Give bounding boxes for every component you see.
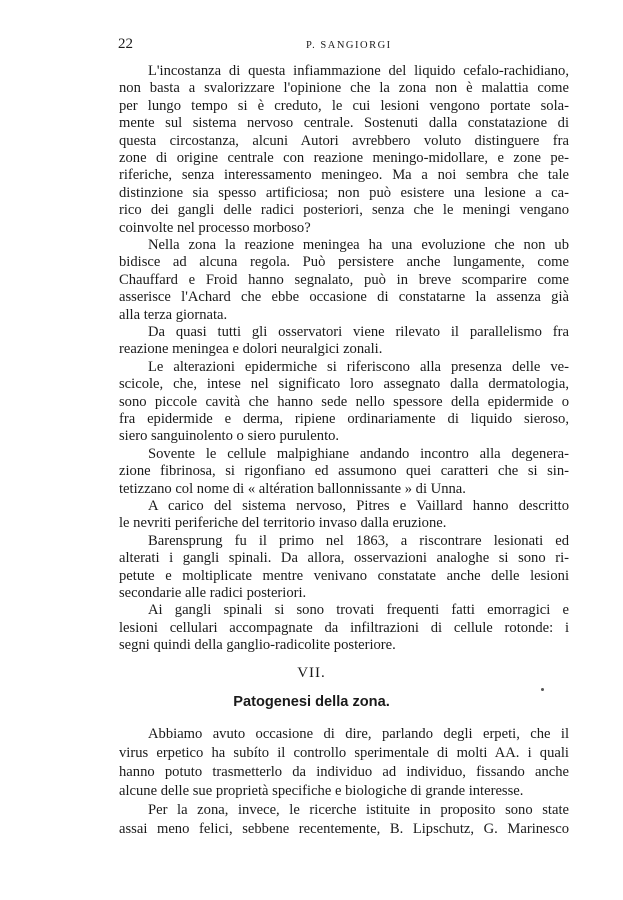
text-line: bidisce ad alcuna regola. Può persistere anche lungamente, come xyxy=(119,254,569,271)
text-line: reazione meningea e dolori neuralgici zonali. xyxy=(119,341,383,358)
text-line: hanno potuto trasmetterlo da individuo ad individuo, fissando anche xyxy=(119,764,569,780)
text-line: Ai gangli spinali si sono trovati frequenti fatti emorragici e xyxy=(148,602,569,619)
text-line: Nella zona la reazione meningea ha una evoluzione che non ub xyxy=(148,237,569,253)
text-line: alcune delle sue proprietà specifiche e biologiche di grande interesse. xyxy=(119,783,524,799)
text-line: le nevriti periferiche del territorio invaso dalla eruzione. xyxy=(119,515,447,532)
text-line: riferiche, senza interessamento meningeo. Ma a noi sembra che tale xyxy=(119,167,569,184)
text-line: Le alterazioni epidermiche si riferiscono alla presenza delle ve- xyxy=(148,358,569,375)
text-line: mente sul sistema nervoso centrale. Sostenuti dalla constatazione di xyxy=(119,115,569,132)
text-line: zone di origine centrale con reazione meningo-midollare, e zone pe- xyxy=(119,150,569,166)
page-number: 22 xyxy=(118,36,133,52)
text-line: distinzione sia spesso artificiosa; non può esistere una lesione a ca- xyxy=(119,184,569,201)
text-line: lesioni cellulari accompagnate da infiltrazioni di cellule rotonde: i xyxy=(119,619,569,636)
text-line: A carico del sistema nervoso, Pitres e Vaillard hanno descritto xyxy=(148,498,569,514)
text-line: zione fibrinosa, si rigonfiano ed assumono quei caratteri che si sin- xyxy=(119,463,569,480)
text-line: rico dei gangli delle radici posteriori, senza che le meningi vengano xyxy=(119,202,569,219)
text-line: Chauffard e Froid hanno segnalato, può in breve scomparire come xyxy=(119,271,569,288)
text-line: coinvolte nel processo morboso? xyxy=(119,219,311,236)
text-line: virus erpetico ha subíto il controllo sperimentale di molti AA. i quali xyxy=(119,745,569,761)
text-line: Abbiamo avuto occasione di dire, parlando degli erpeti, che il xyxy=(148,726,569,742)
text-line: Da quasi tutti gli osservatori viene rilevato il parallelismo fra xyxy=(148,324,569,340)
text-line: Per la zona, invece, le ricerche istituite in proposito sono state xyxy=(148,802,569,818)
print-speck xyxy=(541,688,544,691)
text-line: fra epidermide e derma, ripiene ordinariamente di liquido sieroso, xyxy=(119,411,569,427)
text-line: questa circostanza, alcuni Autori avrebbero voluto distinguere fra xyxy=(119,132,569,149)
text-line: Barensprung fu il primo nel 1863, a riscontrare lesionati ed xyxy=(148,532,569,549)
text-line: segni quindi della ganglio-radicolite posteriore. xyxy=(119,637,396,654)
section-title: Patogenesi della zona. xyxy=(233,694,390,710)
section-number: VII. xyxy=(297,665,326,681)
text-line: sono piccole cavità che hanno sede nello spessore della epidermide o xyxy=(119,393,569,410)
text-line: siero sanguinolento o siero purulento. xyxy=(119,428,340,445)
text-line: asserisce l'Achard che ebbe occasione di constatarne la assenza già xyxy=(119,289,569,306)
text-line: per lungo tempo si è creduto, le cui lesioni vengono portate sola- xyxy=(119,97,569,114)
text-line: petute e moltiplicate mentre venivano constatate anche delle lesioni xyxy=(119,567,569,584)
running-head: P. SANGIORGI xyxy=(306,40,392,51)
text-line: Sovente le cellule malpighiane andando incontro alla degenera- xyxy=(148,445,569,462)
text-line: alterati i gangli spinali. Da allora, osservazioni analoghe si sono ri- xyxy=(119,550,569,567)
text-line: non basta a svalorizzare l'opinione che la zona non è malattia come xyxy=(119,80,569,97)
text-line: scicole, che, intese nel significato loro assegnato dalla dermatologia, xyxy=(119,376,569,393)
text-line: alla terza giornata. xyxy=(119,306,228,323)
text-line: secondarie alle radici posteriori. xyxy=(119,585,307,601)
text-line: assai meno felici, sebbene recentemente, B. Lipschutz, G. Marinesco xyxy=(119,821,569,837)
text-line: tetizzano col nome di « altération ballonnissante » di Unna. xyxy=(119,480,466,497)
text-line: L'incostanza di questa infiammazione del liquido cefalo-rachidiano, xyxy=(148,63,569,79)
